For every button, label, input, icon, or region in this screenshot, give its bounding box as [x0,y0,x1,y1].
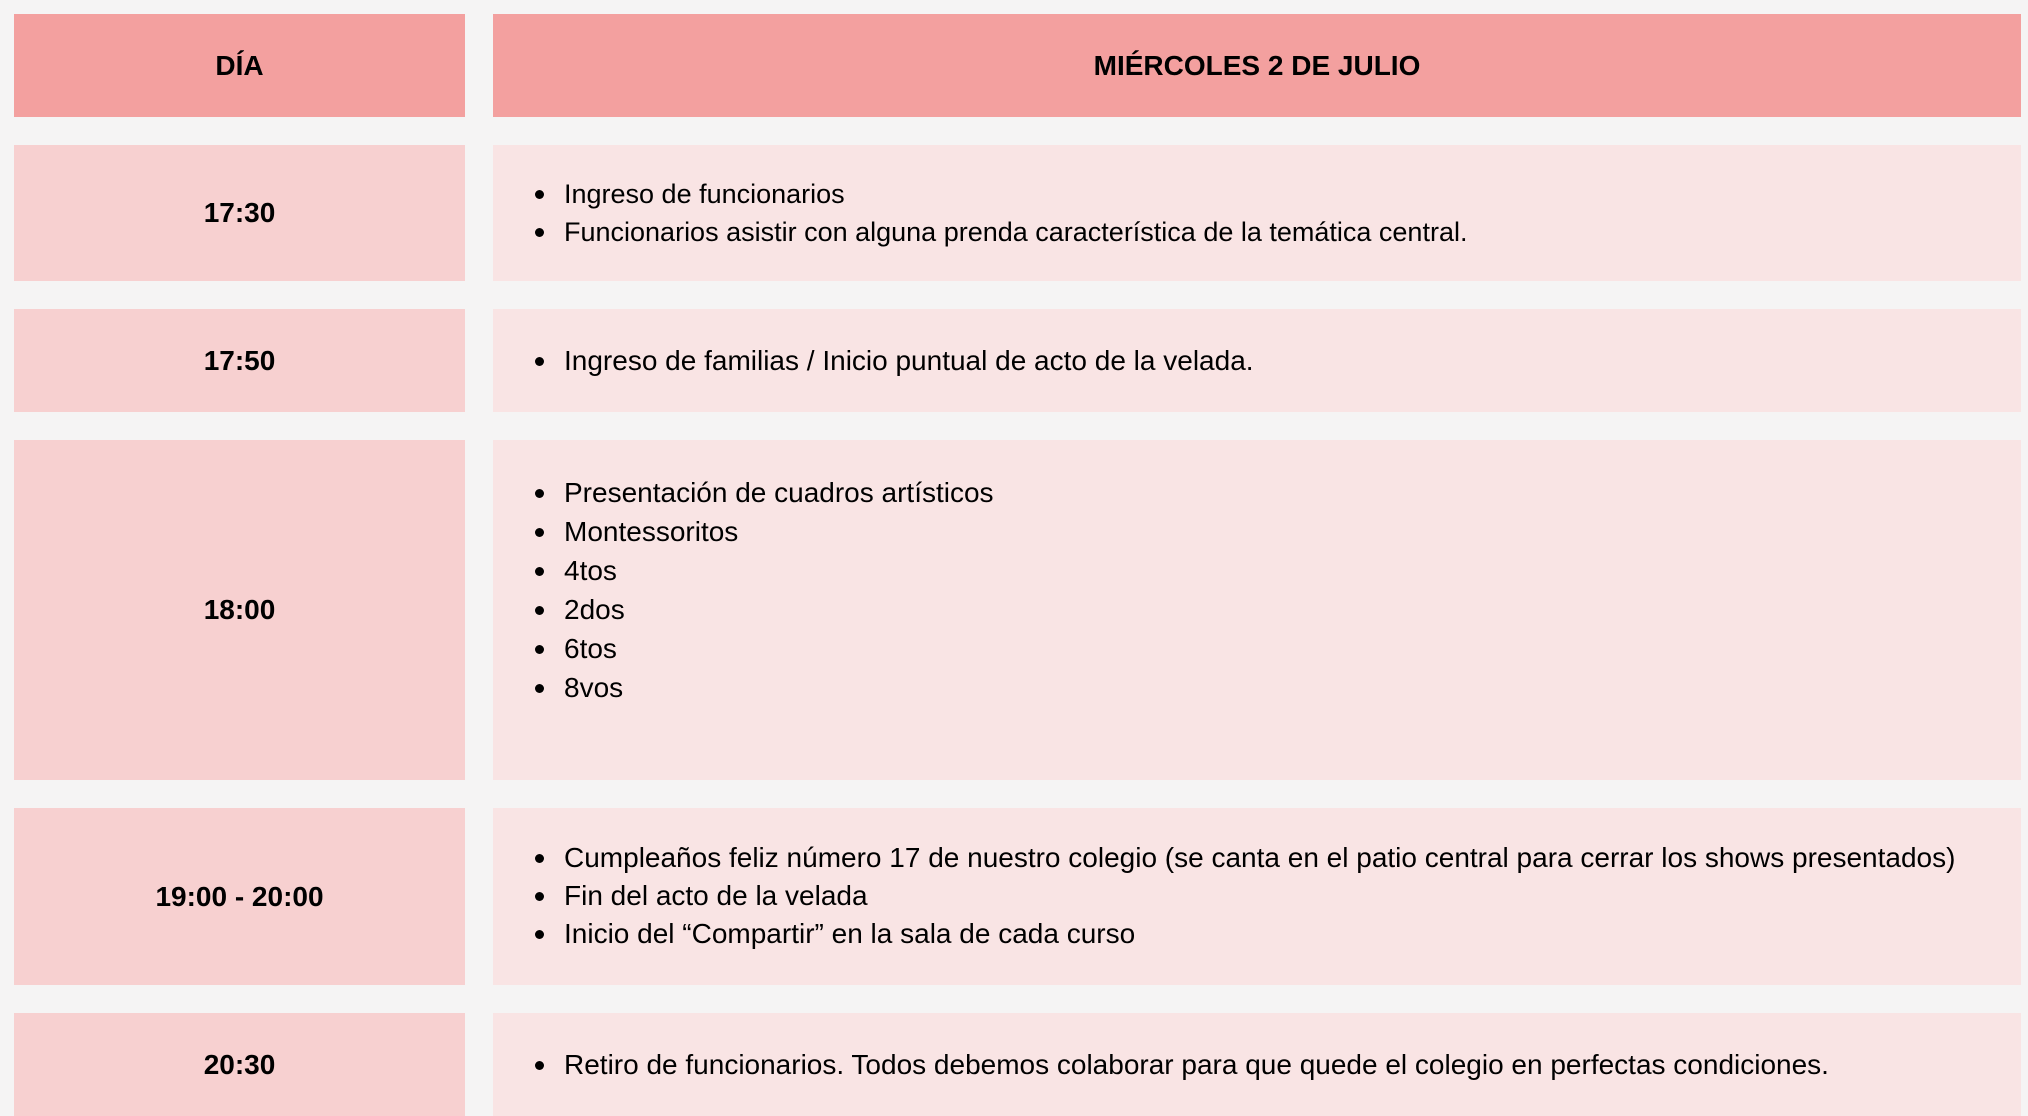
list-item: Presentación de cuadros artísticos [535,473,994,512]
activity-list [535,839,1955,953]
activity-list [535,1045,1829,1084]
list-item: Inicio del “Compartir” en la sala de cada curso [535,915,1955,953]
activity-cell-1800 [493,440,2021,780]
activity-list [535,473,994,707]
list-item: Funcionarios asistir con alguna prenda característica de la temática central. [535,213,1467,251]
header-dia-label: DÍA [215,49,264,81]
header-dia-cell [14,14,465,117]
time-label: 17:30 [203,197,276,228]
time-label: 20:30 [203,1048,276,1080]
activity-cell-1750 [493,309,2021,412]
time-cell-1750 [14,309,465,412]
activity-cell-1730 [493,145,2021,281]
header-date-cell [493,14,2021,117]
list-item: 4tos [535,551,994,590]
activity-list [535,175,1467,251]
list-item: 2dos [535,590,994,629]
activity-list [535,341,1254,380]
header-date-label: MIÉRCOLES 2 DE JULIO [1093,49,1421,81]
list-item: Ingreso de funcionarios [535,175,1467,213]
list-item: Retiro de funcionarios. Todos debemos colaborar para que quede el colegio en perfectas condiciones. [535,1045,1829,1084]
activity-cell-2030 [493,1013,2021,1116]
list-item: Fin del acto de la velada [535,877,1955,915]
activity-cell-1900-2000 [493,808,2021,985]
time-cell-2030 [14,1013,465,1116]
list-item: 6tos [535,629,994,668]
time-cell-1900-2000 [14,808,465,985]
list-item: 8vos [535,668,994,707]
time-label: 17:50 [203,344,276,376]
list-item: Montessoritos [535,512,994,551]
time-cell-1730 [14,145,465,281]
time-label: 19:00 - 20:00 [155,880,324,912]
time-cell-1800 [14,440,465,780]
list-item: Ingreso de familias / Inicio puntual de acto de la velada. [535,341,1254,380]
time-label: 18:00 [203,594,276,625]
list-item: Cumpleaños feliz número 17 de nuestro colegio (se canta en el patio central para cerrar los shows presentados) [535,839,1955,877]
